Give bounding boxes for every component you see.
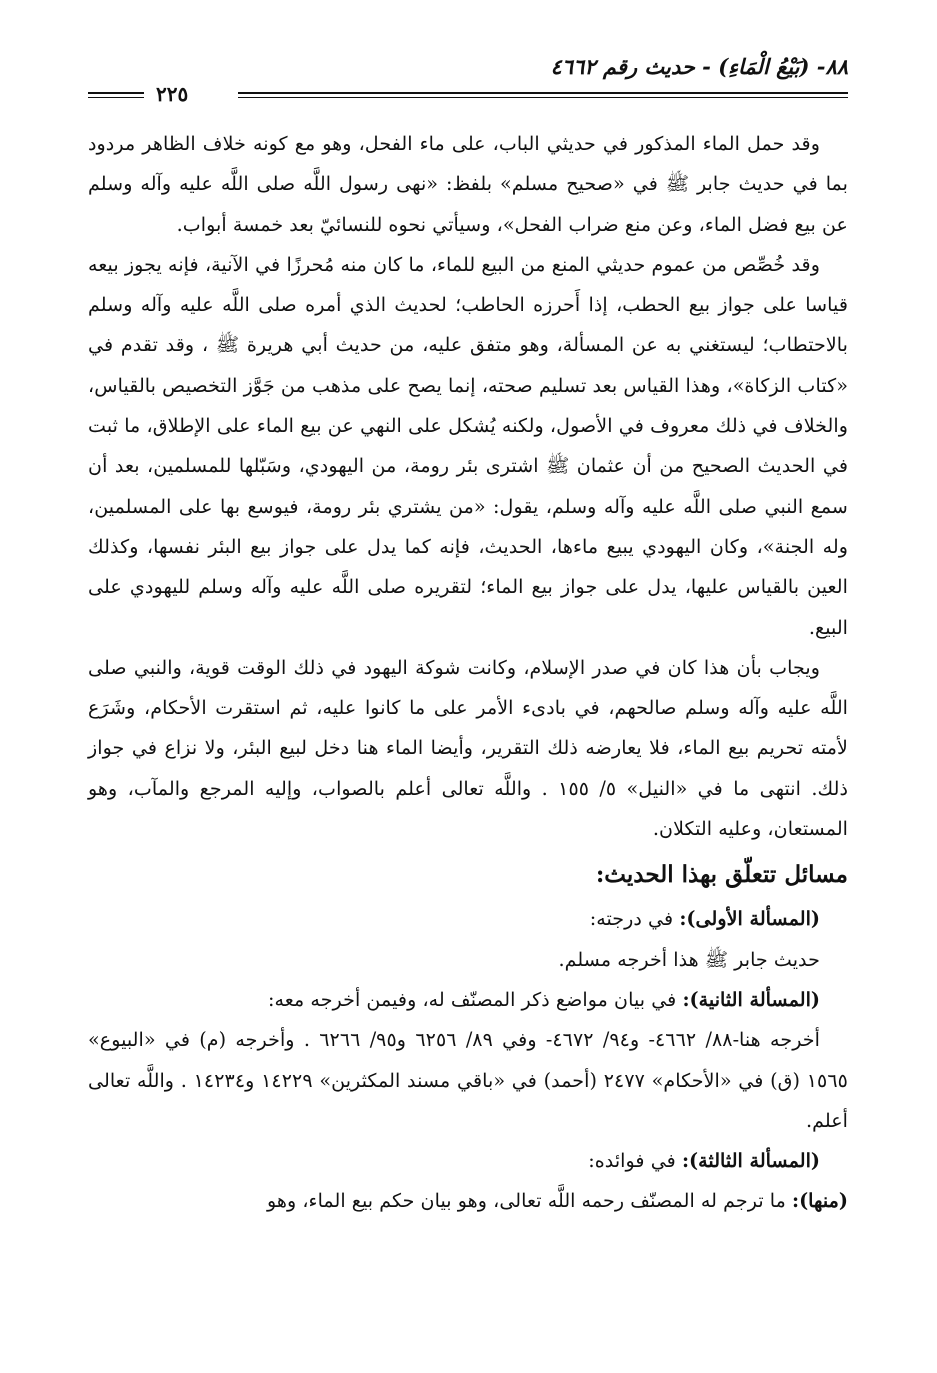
page-header [88, 40, 848, 106]
issue-title: في درجته: [589, 907, 680, 931]
issue-label: (المسألة الأولى): [679, 907, 820, 931]
running-head: ٨٨- (بَيْعُ الْمَاءِ) - حديث رقم ٤٦٦٢ [550, 54, 848, 79]
issue-heading [88, 899, 848, 939]
item-text: ما ترجم له المصنّف رحمه اللَّه تعالى، وهو بيان حكم بيع الماء، وهو [266, 1189, 792, 1213]
issue-label: (المسألة الثانية): [682, 987, 820, 1011]
header-rule [238, 92, 848, 98]
issue-text: أخرجه هنا-٨٨/ ٤٦٦٢- و٩٤/ ٤٦٧٢- وفي ٨٩/ ٦٢٥٦ و٩٥/ ٦٢٦٦ . وأخرجه (م) في «البيوع» ١٥٦٥ (ق) في «الأحكام» ٢٤٧٧ (أحمد) في «باقي مسند المكثرين» ١٤٢٢٩ و١٤٢٣٤ . واللَّه تعالى أعلم. [88, 1028, 848, 1132]
issue-text: حديث جابر ﷺ هذا أخرجه مسلم. [558, 947, 820, 971]
issue-heading [88, 1141, 848, 1181]
item-label: (منها): [792, 1189, 848, 1213]
paragraph: ويجاب بأن هذا كان في صدر الإسلام، وكانت شوكة اليهود في ذلك الوقت قوية، والنبي صلى اللَّه عليه وآله وسلم صالحهم، في بادىء الأمر على ما كانوا عليه، ثم استقرت الأحكام، وشَرَع لأمته تحريم بيع الماء، فلا يعارضه ذلك التقرير، وأيضا الماء هنا دخل لبيع البئر، ولا نزاع في جواز ذلك. انتهى ما في «النيل» ٥/ ١٥٥ . واللَّه تعالى أعلم بالصواب، وإليه المرجع والمآب، وهو المستعان، وعليه التكلان. [88, 655, 848, 841]
issue-title: في بيان مواضع ذكر المصنّف له، وفيمن أخرجه معه: [268, 987, 683, 1011]
section-heading: مسائل تتعلّق بهذا الحديث: [595, 861, 848, 889]
paragraph: وقد حمل الماء المذكور في حديثي الباب، على ماء الفحل، وهو مع كونه خلاف الظاهر مردود بما في حديث جابر ﷺ في «صحيح مسلم» بلفظ: «نهى رسول اللَّه صلى اللَّه عليه وآله وسلم عن بيع فضل الماء، وعن منع ضراب الفحل»، وسيأتي نحوه للنسائيّ بعد خمسة أبواب. [88, 132, 848, 236]
paragraph: وقد خُصِّص من عموم حديثي المنع من البيع للماء، ما كان منه مُحرزًا في الآنية، فإنه يجوز بيعه قياسا على جواز بيع الحطب، إذا أَحرزه الحاطب؛ لحديث الذي أمره صلى اللَّه عليه وآله وسلم بالاحتطاب؛ ليستغني به عن المسألة، وهو متفق عليه، من حديث أبي هريرة ﷺ ، وقد تقدم في «كتاب الزكاة»، وهذا القياس بعد تسليم صحته، إنما يصح على مذهب من جَوَّز التخصيص بالقياس، والخلاف في ذلك معروف في الأصول، ولكنه يُشكل على النهي عن بيع الماء على الإطلاق، ما ثبت في الحديث الصحيح من أن عثمان ﷺ اشترى بئر رومة، من اليهودي، وسَبّلها للمسلمين، بعد أن سمع النبي صلى اللَّه عليه وآله وسلم، يقول: «من يشتري بئر رومة، فيوسع بها على المسلمين، وله الجنة»، وكان اليهودي يبيع ماءها، الحديث، فإنه كما يدل على جواز بيع البئر نفسها، وكذلك العين بالقياس عليها، يدل على جواز بيع الماء؛ لتقريره صلى اللَّه عليه وآله وسلم لليهودي على البيع. [88, 252, 848, 639]
body-text [88, 124, 848, 1222]
issue-title: في فوائده: [588, 1149, 682, 1173]
issue-text [88, 1181, 848, 1221]
issue-label: (المسألة الثالثة): [681, 1149, 820, 1173]
page [88, 40, 848, 1340]
issue-heading [88, 980, 848, 1020]
header-rule-short [88, 92, 144, 98]
page-number: ٢٢٥ [156, 82, 189, 106]
